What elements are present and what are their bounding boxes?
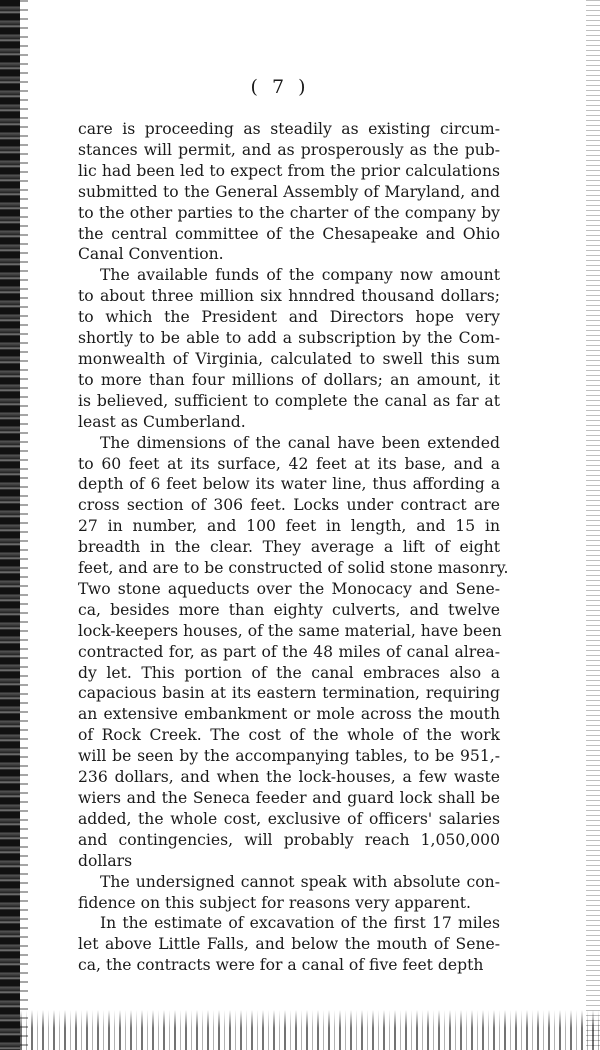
text-line: monwealth of Virginia, calculated to swell this sum [78, 349, 500, 368]
page-edge-right [586, 0, 600, 1050]
text-line: shortly to be able to add a subscription by the Com- [78, 329, 500, 348]
text-line: dy let. This portion of the canal embraces also a [78, 663, 500, 682]
text-line: breadth in the clear. They average a lift of eight [78, 538, 500, 557]
book-binding-edge [0, 0, 20, 1050]
body-text [78, 119, 509, 976]
text-line: cross section of 306 feet. Locks under contract are [78, 496, 500, 515]
paragraph [78, 872, 500, 914]
text-line: capacious basin at its eastern termination, requiring [78, 684, 500, 703]
text-line: stances will permit, and as prosperously as the pub- [78, 140, 500, 159]
text-line: let above Little Falls, and below the mouth of Sene- [78, 935, 500, 954]
paragraph [78, 265, 500, 432]
text-line: In the estimate of excavation of the first 17 miles [100, 914, 500, 933]
page-number: ( 7 ) [250, 76, 310, 98]
paragraph [78, 913, 500, 976]
text-line: 27 in number, and 100 feet in length, and 15 in [78, 517, 500, 536]
text-line: added, the whole cost, exclusive of officers' salaries [78, 809, 500, 828]
text-line: least as Cumberland. [78, 412, 246, 431]
text-line: will be seen by the accompanying tables, to be 951,- [78, 747, 500, 766]
text-line: and contingencies, will probably reach 1,050,000 [78, 830, 500, 849]
text-line: to the other parties to the charter of the company by [78, 203, 500, 222]
page-edge-bottom [20, 1010, 600, 1050]
text-line: lock-keepers houses, of the same material, have been [78, 621, 502, 640]
text-line: to 60 feet at its surface, 42 feet at its base, and a [78, 454, 500, 473]
text-line: an extensive embankment or mole across the mouth [78, 705, 500, 724]
paragraph [78, 433, 509, 872]
text-line: to about three million six hnndred thousand dollars; [78, 287, 500, 306]
text-line: care is proceeding as steadily as existing circum- [78, 120, 500, 138]
text-line: feet, and are to be constructed of solid stone masonry. [78, 559, 509, 578]
text-line: The undersigned cannot speak with absolute con- [100, 872, 500, 891]
text-line: lic had been led to expect from the prior calculations [78, 161, 500, 180]
text-line: dollars [78, 851, 133, 870]
text-line: of Rock Creek. The cost of the whole of the work [78, 726, 500, 745]
text-line: Canal Convention. [78, 245, 224, 264]
paragraph [78, 119, 500, 265]
text-line: the central committee of the Chesapeake and Ohio [78, 224, 500, 243]
text-line: wiers and the Seneca feeder and guard lock shall be [78, 789, 500, 807]
text-line: contracted for, as part of the 48 miles of canal alrea- [78, 642, 500, 661]
text-line: The dimensions of the canal have been extended [100, 433, 500, 452]
text-line: depth of 6 feet below its water line, thus affording a [78, 475, 500, 494]
text-line: ca, the contracts were for a canal of five feet depth [78, 956, 484, 975]
text-line: to which the President and Directors hope very [78, 308, 500, 327]
text-line: The available funds of the company now amount [100, 266, 500, 285]
text-line: fidence on this subject for reasons very apparent. [78, 893, 471, 912]
text-line: is believed, sufficient to complete the canal as far at [78, 391, 500, 410]
text-line: 236 dollars, and when the lock-houses, a few waste [78, 768, 500, 787]
text-line: submitted to the General Assembly of Maryland, and [78, 182, 500, 201]
text-line: ca, besides more than eighty culverts, and twelve [78, 600, 500, 619]
text-line: to more than four millions of dollars; an amount, it [78, 370, 500, 389]
text-line: Two stone aqueducts over the Monocacy and Sene- [78, 579, 500, 598]
